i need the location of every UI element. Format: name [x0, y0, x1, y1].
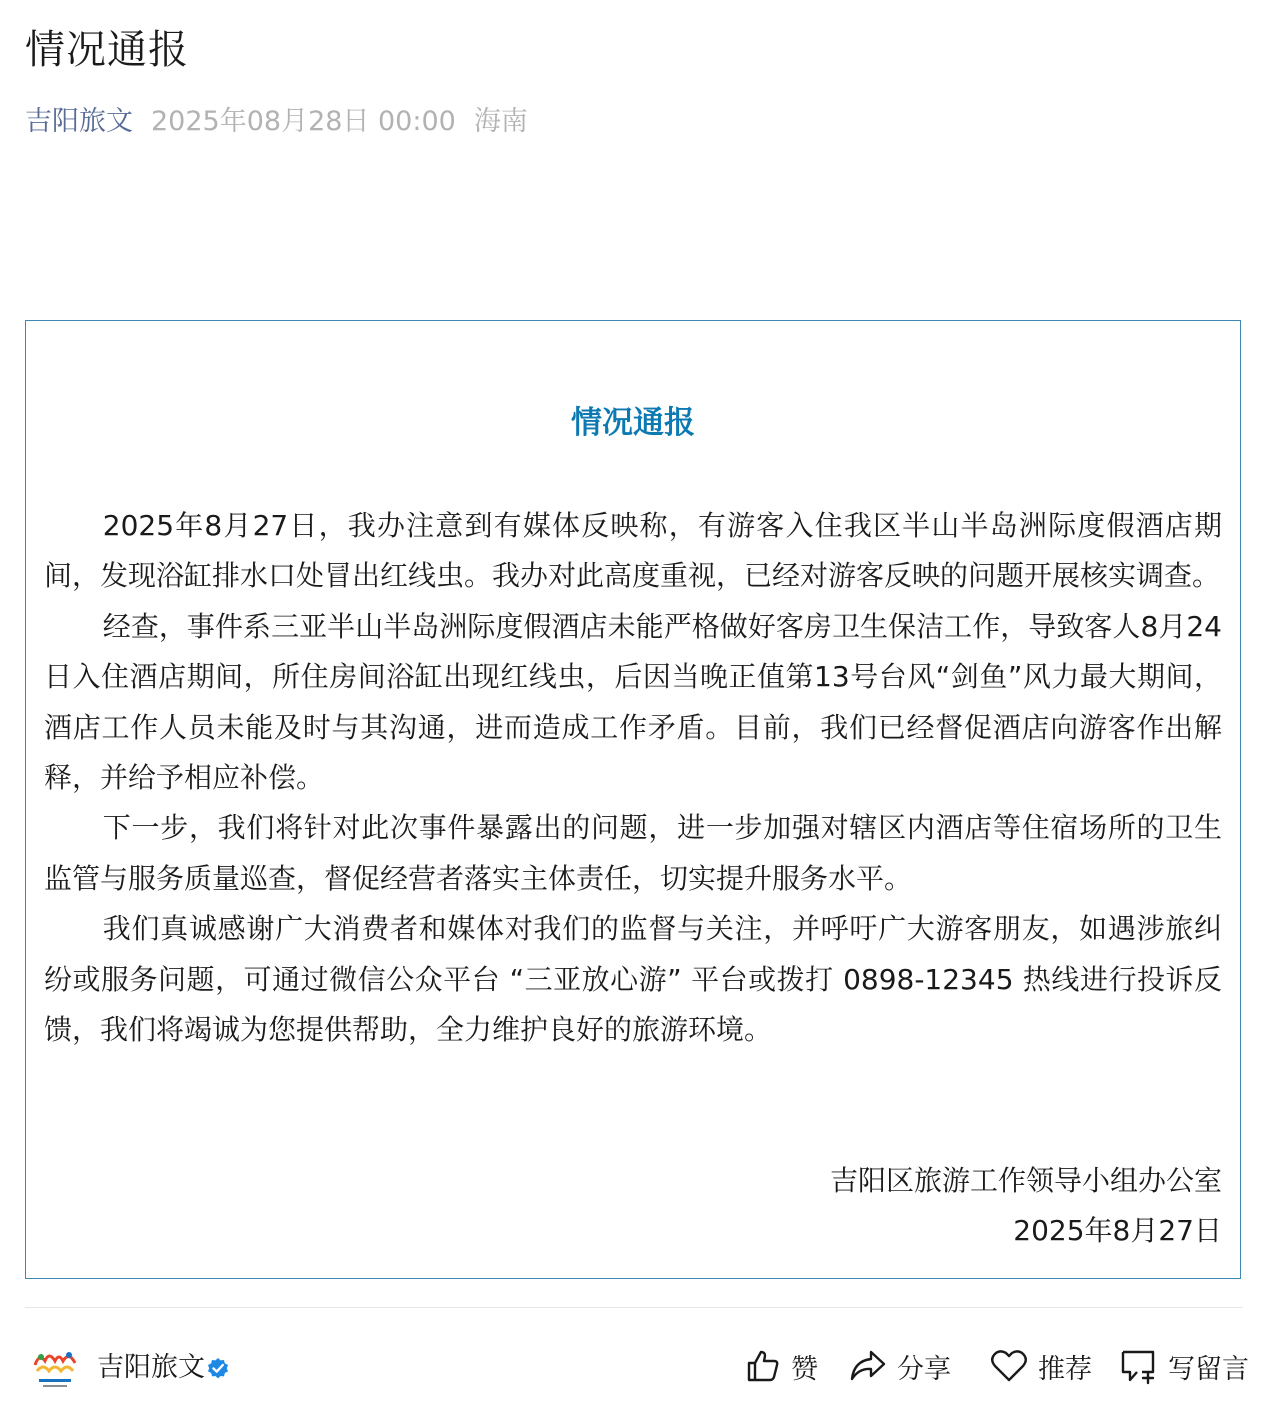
publish-date: 2025年08月28日 00:00: [151, 106, 456, 137]
write-comment-label: 写留言: [1168, 1353, 1249, 1385]
notice-body: [44, 501, 1222, 1055]
notice-heading: 情况通报: [571, 405, 695, 441]
signature-org: 吉阳区旅游工作领导小组办公室: [829, 1164, 1222, 1197]
write-comment-button[interactable]: [1120, 1344, 1249, 1388]
footer-divider: [25, 1307, 1243, 1308]
article-meta: [25, 102, 528, 142]
jiyang-logo-icon[interactable]: [29, 1343, 81, 1393]
like-label: 赞: [791, 1353, 818, 1385]
signature-date: 2025年8月27日: [1013, 1214, 1222, 1247]
verified-badge-icon: [206, 1356, 230, 1380]
comment-icon: [1120, 1347, 1158, 1385]
share-icon: [849, 1348, 887, 1384]
recommend-label: 推荐: [1038, 1353, 1092, 1385]
notice-box: [25, 320, 1241, 1279]
page-title: 情况通报: [25, 27, 189, 73]
signature: [830, 1156, 1222, 1256]
thumbs-up-icon: [745, 1348, 781, 1384]
share-label: 分享: [897, 1353, 951, 1385]
article-footer: [25, 1340, 1249, 1396]
share-button[interactable]: [849, 1344, 951, 1388]
footer-account-name[interactable]: 吉阳旅文: [97, 1352, 205, 1383]
account-link[interactable]: 吉阳旅文: [25, 106, 133, 137]
like-button[interactable]: [745, 1344, 818, 1388]
notice-paragraph: 我们真诚感谢广大消费者和媒体对我们的监督与关注，并呼吁广大游客朋友，如遇涉旅纠纷或服务问题，可通过微信公众平台 “三亚放心游” 平台或拨打 0898-12345 热线进行投诉反馈，我们将竭诚为您提供帮助，全力维护良好的旅游环境。: [44, 912, 1222, 1047]
publish-region: 海南: [473, 106, 528, 137]
recommend-button[interactable]: [990, 1344, 1092, 1388]
notice-paragraph: 2025年8月27日，我办注意到有媒体反映称，有游客入住我区半山半岛洲际度假酒店期间，发现浴缸排水口处冒出红线虫。我办对此高度重视，已经对游客反映的问题开展核实调查。: [44, 509, 1222, 593]
notice-paragraph: 下一步，我们将针对此次事件暴露出的问题，进一步加强对辖区内酒店等住宿场所的卫生监管与服务质量巡查，督促经营者落实主体责任，切实提升服务水平。: [44, 811, 1222, 895]
heart-icon: [990, 1348, 1028, 1384]
notice-paragraph: 经查，事件系三亚半山半岛洲际度假酒店未能严格做好客房卫生保洁工作，导致客人8月24日入住酒店期间，所住房间浴缸出现红线虫，后因当晚正值第13号台风“剑鱼”风力最大期间，酒店工作人员未能及时与其沟通，进而造成工作矛盾。目前，我们已经督促酒店向游客作出解释，并给予相应补偿。: [44, 609, 1222, 795]
